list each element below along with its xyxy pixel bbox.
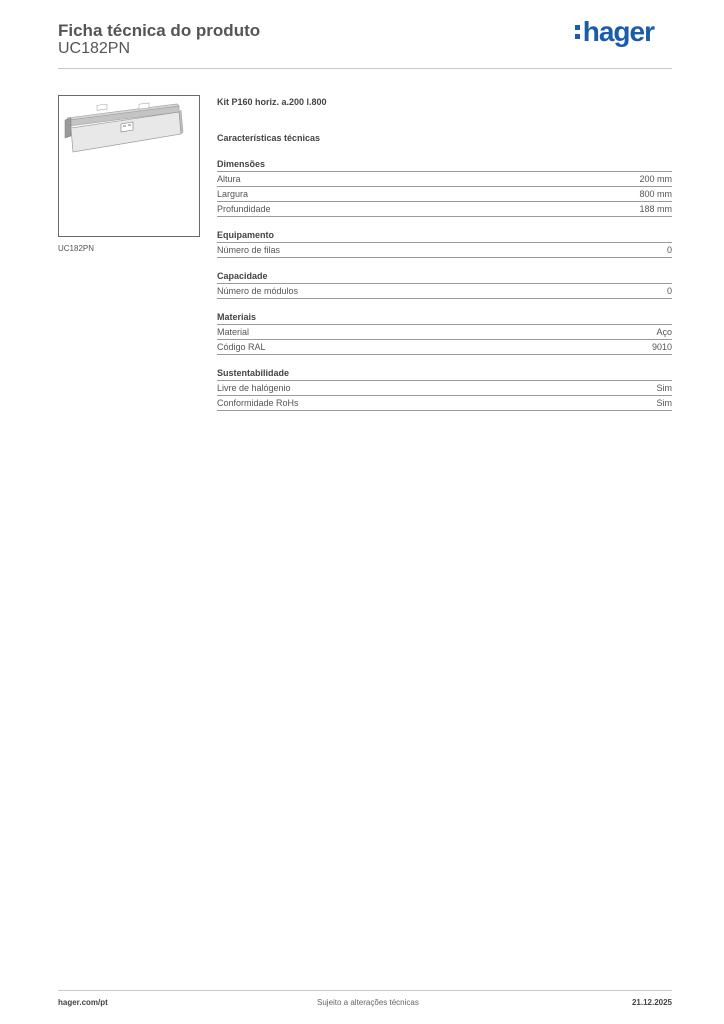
group-dimensoes — [217, 158, 672, 217]
spec-value: 188 mm — [639, 204, 672, 214]
spec-row — [217, 396, 672, 411]
logo-text: hager — [582, 16, 654, 47]
spec-value: Sim — [656, 398, 672, 408]
group-materiais — [217, 311, 672, 355]
group-title: Capacidade — [217, 270, 672, 284]
footer-date: 21.12.2025 — [631, 998, 672, 1007]
technical-characteristics-heading: Características técnicas — [217, 133, 321, 143]
logo-dots — [575, 25, 580, 39]
spec-value: 800 mm — [639, 189, 672, 199]
spec-row — [217, 325, 672, 340]
product-image — [58, 95, 200, 237]
header-divider — [58, 68, 672, 69]
spec-value: 0 — [666, 286, 672, 296]
spec-label: Largura — [217, 189, 249, 199]
spec-label: Profundidade — [217, 204, 271, 214]
product-code: UC182PN — [58, 40, 131, 57]
spec-row — [217, 172, 672, 187]
spec-label: Número de módulos — [217, 286, 299, 296]
spec-row — [217, 381, 672, 396]
footer-website-link[interactable]: hager.com/pt — [58, 998, 108, 1007]
spec-value: 0 — [666, 245, 672, 255]
group-capacidade — [217, 270, 672, 299]
spec-label: Conformidade RoHs — [217, 398, 299, 408]
page-title: Ficha técnica do produto — [58, 21, 261, 40]
group-sustentabilidade — [217, 367, 672, 411]
spec-value: Sim — [656, 383, 672, 393]
spec-label: Material — [217, 327, 250, 337]
spec-row — [217, 284, 672, 299]
group-title: Materiais — [217, 311, 672, 325]
spec-label: Altura — [217, 174, 241, 184]
footer-divider — [58, 990, 672, 991]
spec-row — [217, 243, 672, 258]
spec-label: Livre de halógenio — [217, 383, 291, 393]
spec-row — [217, 202, 672, 217]
group-equipamento — [217, 229, 672, 258]
spec-label: Número de filas — [217, 245, 281, 255]
spec-value: 200 mm — [639, 174, 672, 184]
spec-row — [217, 187, 672, 202]
spec-label: Código RAL — [217, 342, 266, 352]
group-title: Equipamento — [217, 229, 672, 243]
group-title: Sustentabilidade — [217, 367, 672, 381]
image-caption: UC182PN — [58, 244, 95, 253]
product-name: Kit P160 horiz. a.200 l.800 — [217, 97, 327, 107]
hager-logo — [575, 17, 654, 47]
product-illustration — [59, 96, 199, 236]
group-title: Dimensões — [217, 158, 672, 172]
spec-value: 9010 — [651, 342, 672, 352]
spec-row — [217, 340, 672, 355]
spec-value: Aço — [656, 327, 672, 337]
footer-notice: Sujeito a alterações técnicas — [317, 998, 419, 1007]
spec-content — [217, 97, 672, 411]
